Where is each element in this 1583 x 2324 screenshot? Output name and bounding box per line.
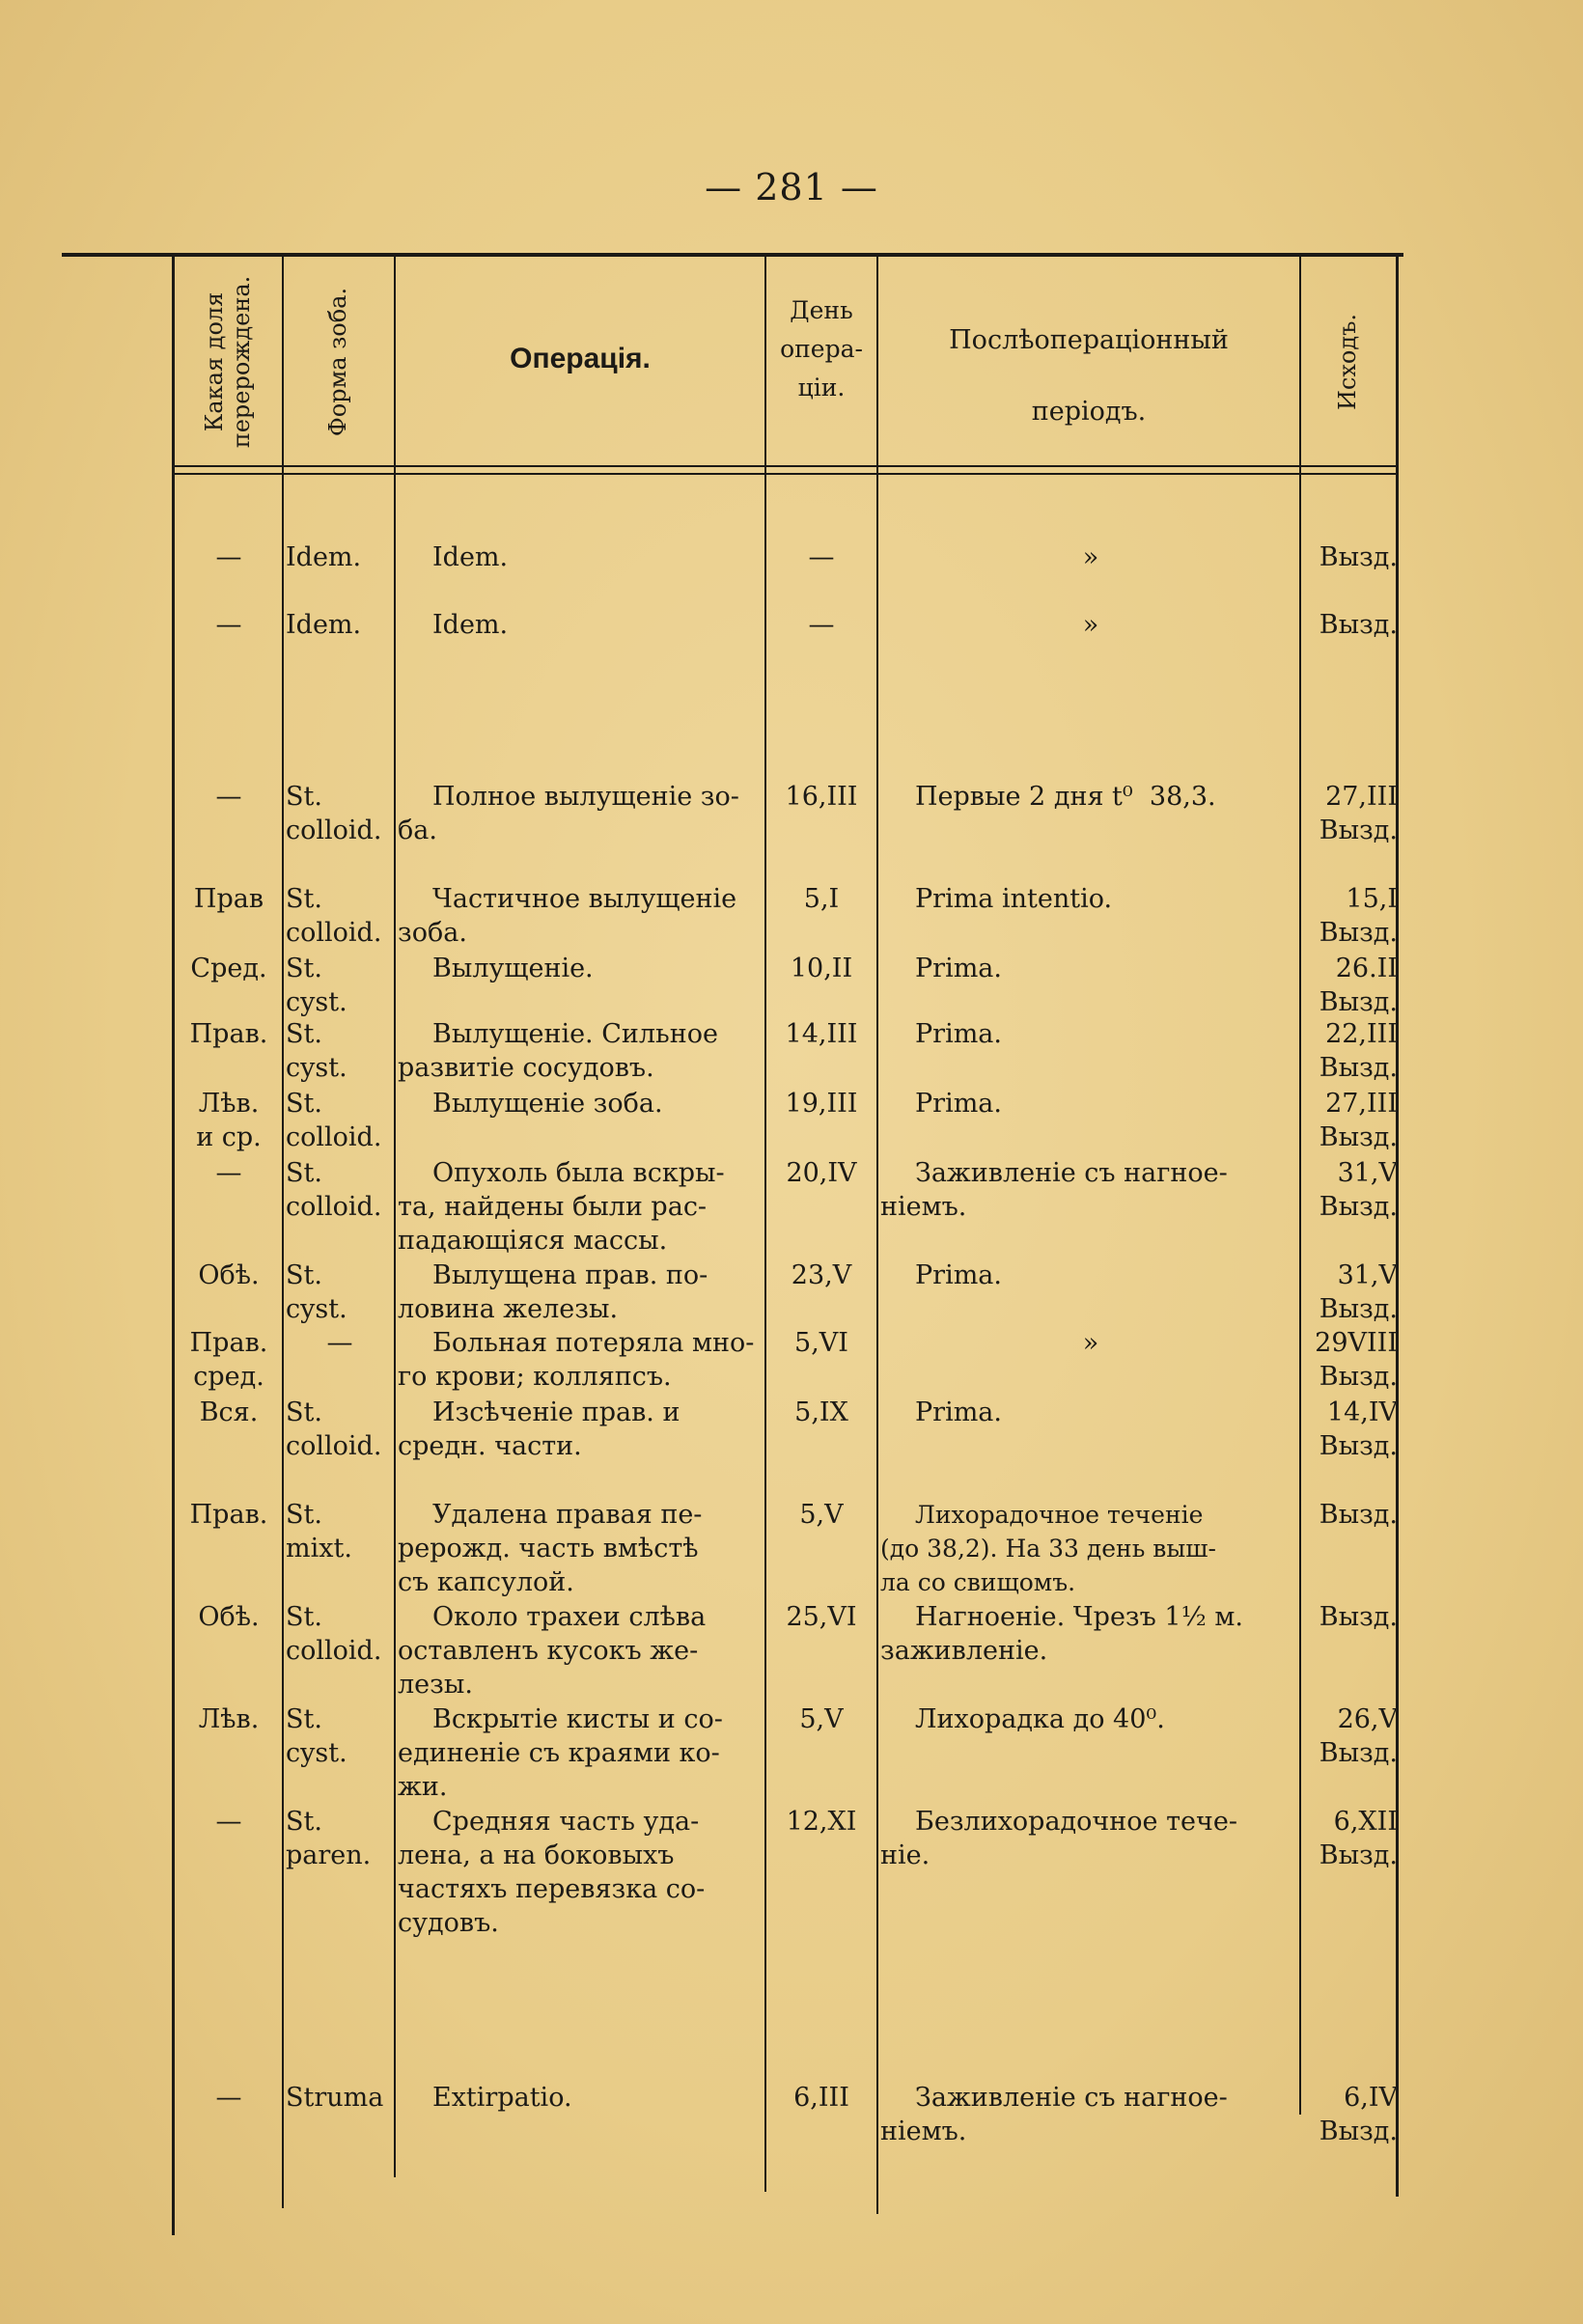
column-rule bbox=[876, 257, 878, 2214]
cell-lobe: — bbox=[215, 1807, 242, 1837]
cell-lobe: Прав. сред. bbox=[189, 1328, 268, 1392]
cell-day: 5,V bbox=[799, 1704, 844, 1734]
cell-day: 5,V bbox=[799, 1500, 844, 1530]
cell-outcome: 31,V Вызд. bbox=[1319, 1158, 1398, 1222]
cell-form: St. colloid. bbox=[286, 1089, 382, 1152]
cell-day: 5,IX bbox=[794, 1397, 848, 1427]
cell-lobe: Сред. bbox=[190, 954, 267, 983]
cell-postop: Заживленіе съ нагное- ніемъ. bbox=[880, 1158, 1228, 1222]
cell-operation: Изсѣченіе прав. и средн. части. bbox=[398, 1397, 680, 1461]
cell-postop: Лихорадка до 40⁰. bbox=[915, 1704, 1165, 1734]
cell-lobe: — bbox=[215, 542, 242, 572]
header-outcome: Исходъ. bbox=[1334, 313, 1361, 411]
cell-operation: Удалена правая пе- рерожд. часть вмѣстѣ съ капсулой. bbox=[398, 1500, 703, 1597]
cell-operation: Частичное вылущеніе зоба. bbox=[398, 884, 737, 948]
cell-lobe: Лѣв. bbox=[198, 1704, 260, 1734]
cell-form: St. colloid. bbox=[286, 1397, 382, 1461]
cell-outcome: 22,III Вызд. bbox=[1319, 1019, 1398, 1083]
cell-lobe: Прав. bbox=[189, 1019, 268, 1049]
header-op-day-line3: ціи. bbox=[797, 374, 846, 401]
cell-operation: Больная потеряла мно- го крови; колляпсъ. bbox=[398, 1328, 755, 1392]
cell-operation: Около трахеи слѣва оставленъ кусокъ же- лезы. bbox=[398, 1602, 707, 1700]
cell-outcome: 6,IV Вызд. bbox=[1319, 2083, 1398, 2146]
header-postoperative-period bbox=[878, 305, 1299, 448]
cell-day: 5,I bbox=[803, 884, 840, 914]
cell-outcome: 27,III Вызд. bbox=[1319, 782, 1398, 845]
cell-form: St. cyst. bbox=[286, 1260, 347, 1324]
cell-postop: » bbox=[1082, 1328, 1099, 1358]
cell-outcome: 27,III Вызд. bbox=[1319, 1089, 1398, 1152]
column-rule bbox=[394, 257, 396, 2177]
cell-operation: Вылущеніе. Сильное развитіе сосудовъ. bbox=[398, 1019, 718, 1083]
header-operation: Операція. bbox=[510, 343, 651, 374]
cell-day: — bbox=[808, 542, 835, 572]
cell-operation: Idem. bbox=[432, 610, 509, 640]
cell-operation: Полное вылущеніе зо- ба. bbox=[398, 782, 739, 845]
cell-outcome: 31,V Вызд. bbox=[1319, 1260, 1398, 1324]
cell-form: Idem. bbox=[286, 610, 362, 640]
cell-day: 10,II bbox=[790, 954, 853, 983]
cell-postop: Первые 2 дня t⁰ 38,3. bbox=[915, 782, 1216, 812]
cell-lobe: Лѣв. и ср. bbox=[196, 1089, 262, 1152]
cell-operation: Idem. bbox=[432, 542, 509, 572]
cell-operation: Вылущеніе. bbox=[432, 954, 594, 983]
cell-form: St. colloid. bbox=[286, 1602, 382, 1666]
cell-lobe: — bbox=[215, 610, 242, 640]
cell-outcome: 14,IV Вызд. bbox=[1319, 1397, 1398, 1461]
cell-day: 6,III bbox=[793, 2083, 849, 2113]
cell-postop: Prima. bbox=[915, 954, 1002, 983]
cell-operation: Опухоль была вскры- та, найдены были рас- падающіяся массы. bbox=[398, 1158, 725, 1256]
cell-form: Struma bbox=[286, 2083, 384, 2113]
cell-day: 14,III bbox=[785, 1019, 858, 1049]
cell-form: St. paren. bbox=[286, 1807, 372, 1870]
column-rule bbox=[764, 257, 766, 2192]
cell-outcome: Вызд. bbox=[1319, 610, 1398, 640]
cell-postop: » bbox=[1082, 610, 1099, 640]
cell-lobe: — bbox=[215, 782, 242, 812]
cell-postop: » bbox=[1082, 542, 1099, 572]
cell-postop: Prima intentio. bbox=[915, 884, 1113, 914]
cell-outcome: Вызд. bbox=[1319, 542, 1398, 572]
header-postop-line2: періодъ. bbox=[1031, 397, 1147, 427]
cell-day: 20,IV bbox=[786, 1158, 857, 1188]
cell-postop: Лихорадочное теченіе (до 38,2). На 33 день выш- ла со свищомъ. bbox=[880, 1501, 1216, 1596]
cell-form: St. colloid. bbox=[286, 782, 382, 845]
cell-operation: Вскрытіе кисты и со- единеніе съ краями ко- жи. bbox=[398, 1704, 723, 1802]
cell-form: St. cyst. bbox=[286, 1019, 347, 1083]
cell-postop: Prima. bbox=[915, 1019, 1002, 1049]
cell-day: 23,V bbox=[791, 1260, 852, 1290]
column-rule-left bbox=[172, 257, 175, 2235]
cell-lobe: Прав bbox=[193, 884, 264, 914]
cell-postop: Prima. bbox=[915, 1089, 1002, 1119]
cell-form: — bbox=[326, 1328, 353, 1358]
cell-operation: Вылущена прав. по- ловина железы. bbox=[398, 1260, 708, 1324]
header-op-day-line2: опера- bbox=[780, 335, 863, 363]
cell-outcome: 29VIII Вызд. bbox=[1315, 1328, 1398, 1392]
cell-form: St. colloid. bbox=[286, 1158, 382, 1222]
cell-outcome: 15,I Вызд. bbox=[1319, 884, 1398, 948]
cell-lobe: Обѣ. bbox=[198, 1260, 260, 1290]
cell-postop: Prima. bbox=[915, 1260, 1002, 1290]
cell-day: 12,XI bbox=[786, 1807, 857, 1837]
cell-lobe: — bbox=[215, 2083, 242, 2113]
cell-day: 16,III bbox=[785, 782, 858, 812]
cell-day: 19,III bbox=[785, 1089, 858, 1119]
cell-postop: Заживленіе съ нагное- ніемъ. bbox=[880, 2083, 1228, 2146]
header-which-lobe bbox=[201, 246, 255, 478]
header-which-lobe-line2: перерождена. bbox=[228, 275, 255, 449]
cell-operation: Средняя часть уда- лена, а на боковыхъ частяхъ перевязка со- судовъ. bbox=[398, 1807, 706, 1938]
header-postop-line1: Послѣопераціонный bbox=[949, 325, 1229, 355]
cell-postop: Нагноеніе. Чрезъ 1½ м. заживленіе. bbox=[880, 1602, 1243, 1666]
cell-lobe: Обѣ. bbox=[198, 1602, 260, 1632]
cell-form: St. cyst. bbox=[286, 1704, 347, 1768]
cell-outcome: Вызд. bbox=[1319, 1602, 1398, 1632]
cell-form: St. cyst. bbox=[286, 954, 347, 1017]
cell-operation: Extirpatio. bbox=[432, 2083, 572, 2113]
cell-outcome: 26,V Вызд. bbox=[1319, 1704, 1398, 1768]
cell-lobe: — bbox=[215, 1158, 242, 1188]
cell-outcome: Вызд. bbox=[1319, 1500, 1398, 1530]
header-goiter-form: Форма зоба. bbox=[324, 287, 351, 437]
header-bottom-rule bbox=[174, 465, 1398, 467]
cell-outcome: 26.II Вызд. bbox=[1319, 954, 1398, 1017]
cell-form: Idem. bbox=[286, 542, 362, 572]
header-operation-day bbox=[766, 291, 876, 407]
cell-lobe: Вся. bbox=[199, 1397, 259, 1427]
cell-postop: Prima. bbox=[915, 1397, 1002, 1427]
column-rule bbox=[282, 257, 284, 2208]
header-bottom-rule-double bbox=[174, 473, 1398, 475]
cell-operation: Вылущеніе зоба. bbox=[432, 1089, 663, 1119]
cell-day: — bbox=[808, 610, 835, 640]
cell-form: St. mixt. bbox=[286, 1500, 352, 1563]
cell-day: 5,VI bbox=[794, 1328, 848, 1358]
table-top-rule bbox=[62, 253, 1403, 257]
cell-day: 25,VI bbox=[786, 1602, 857, 1632]
header-op-day-line1: День bbox=[790, 296, 853, 324]
cell-form: St. colloid. bbox=[286, 884, 382, 948]
cell-outcome: 6,XII Вызд. bbox=[1319, 1807, 1398, 1870]
cell-lobe: Прав. bbox=[189, 1500, 268, 1530]
page-number: — 281 — bbox=[705, 166, 878, 208]
cell-postop: Безлихорадочное тече- ніе. bbox=[880, 1807, 1237, 1870]
header-which-lobe-line1: Какая доля bbox=[201, 291, 228, 432]
